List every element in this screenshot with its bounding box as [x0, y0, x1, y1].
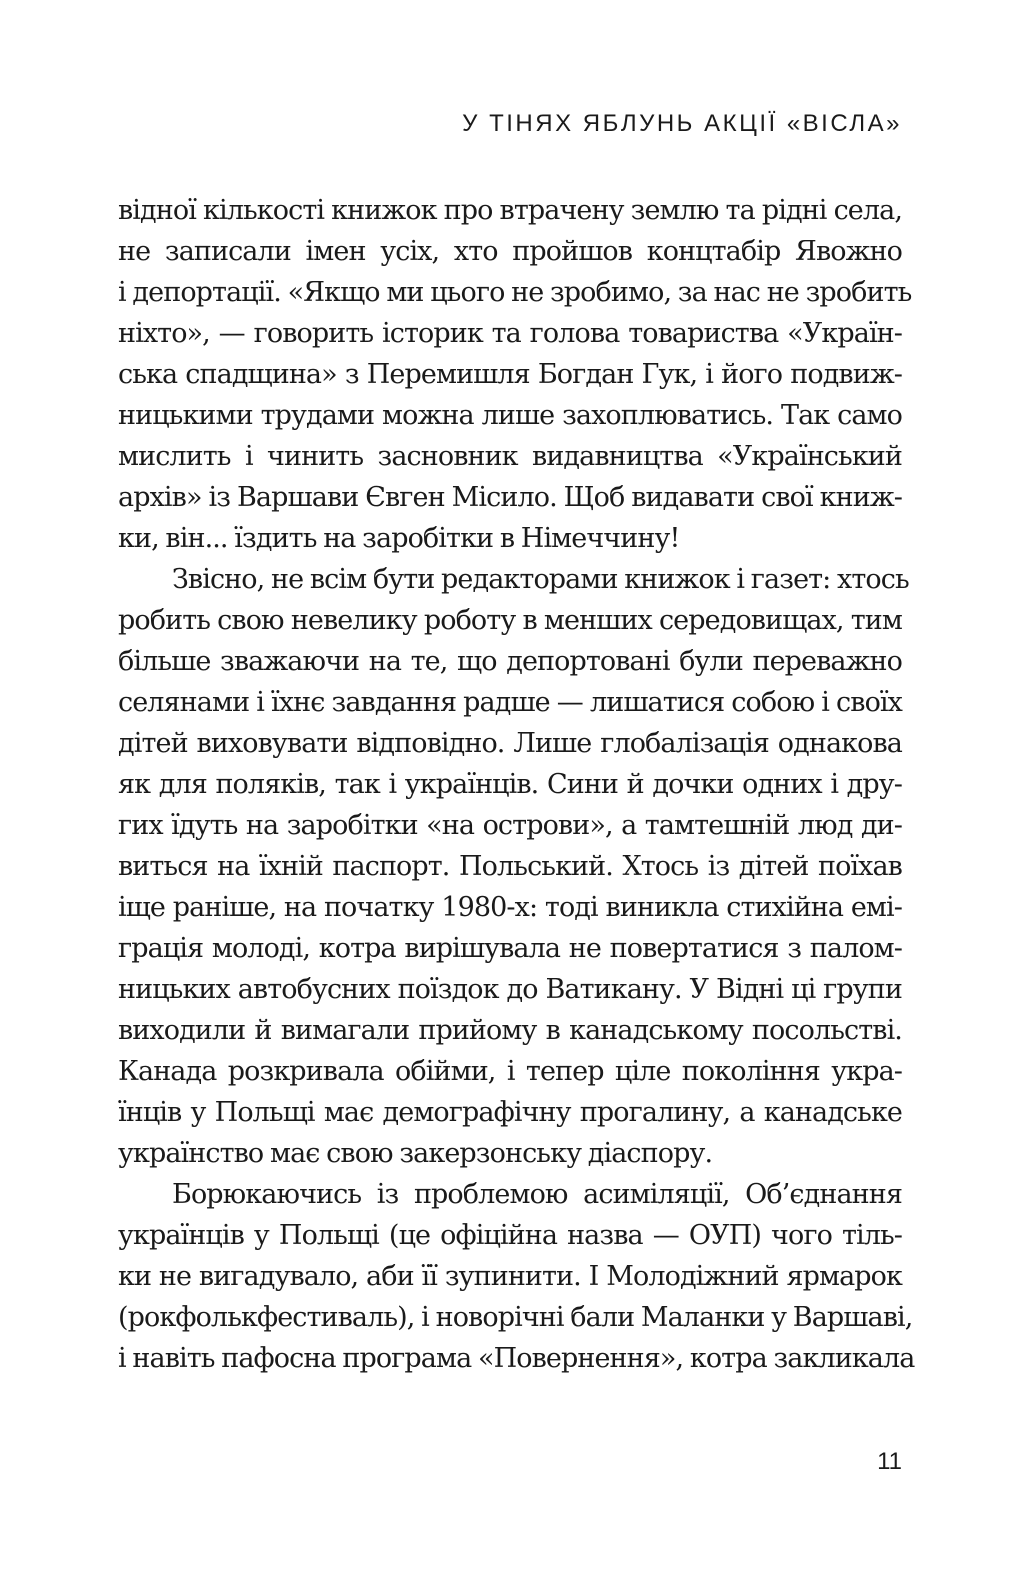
text-line: (рокфолькфестиваль), і новорічні бали Маланки у Варшаві, [118, 1302, 913, 1333]
text-line: виходили й вимагали прийому в канадському посольстві. [118, 1015, 902, 1046]
text-line: їнців у Польщі має демографічну прогалину, а канадське [118, 1097, 902, 1128]
text-line: ніхто», — говорить історик та голова товариства «Україн- [118, 318, 902, 349]
text-line: і депортації. «Якщо ми цього не зробимо, за нас не зробить [118, 277, 912, 308]
paragraph-start-line: Звісно, не всім бути редакторами книжок і газет: хтось [172, 564, 909, 595]
text-line: гих їдуть на заробітки «на острови», а тамтешній люд ди- [118, 810, 902, 841]
text-line: українство має свою закерзонську діаспору. [118, 1138, 713, 1169]
text-line: як для поляків, так і українців. Сини й дочки одних і дру- [118, 769, 902, 800]
text-line: більше зважаючи на те, що депортовані були переважно [118, 646, 902, 677]
text-line: селянами і їхнє завдання радше — лишатися собою і своїх [118, 687, 902, 718]
text-line: ницькими трудами можна лише захоплюватись. Так само [118, 400, 902, 431]
text-line: відної кількості книжок про втрачену землю та рідні села, [118, 195, 902, 226]
text-line: архів» із Варшави Євген Місило. Щоб видавати свої книж- [118, 482, 902, 513]
text-line: робить свою невелику роботу в менших середовищах, тим [118, 605, 902, 636]
text-line: не записали імен усіх, хто пройшов концтабір Явожно [118, 236, 902, 267]
text-line: ки не вигадувало, аби її зупинити. І Молодіжний ярмарок [118, 1261, 902, 1292]
text-line: грація молоді, котра вирішувала не повертатися з палом- [118, 933, 902, 964]
running-header: У ТІНЯХ ЯБЛУНЬ АКЦІЇ «ВІСЛА» [462, 110, 902, 137]
text-line: виться на їхній паспорт. Польський. Хтось із дітей поїхав [118, 851, 902, 882]
text-line: і навіть пафосна програма «Повернення», котра закликала [118, 1343, 915, 1374]
text-line: мислить і чинить засновник видавництва «Український [118, 441, 902, 472]
page-number: 11 [877, 1448, 902, 1475]
text-line: ська спадщина» з Перемишля Богдан Гук, і його подвиж- [118, 359, 902, 390]
paragraph-start-line: Борюкаючись із проблемою асиміляції, Об’єднання [172, 1179, 902, 1210]
text-line: дітей виховувати відповідно. Лише глобалізація однакова [118, 728, 902, 759]
text-line: Канада розкривала обійми, і тепер ціле покоління укра- [118, 1056, 902, 1087]
text-line: ки, він... їздить на заробітки в Німеччину! [118, 523, 680, 554]
text-line: іще раніше, на початку 1980-х: тоді виникла стихійна емі- [118, 892, 902, 923]
body-text [118, 190, 915, 1379]
text-line: українців у Польщі (це офіційна назва — ОУП) чого тіль- [118, 1220, 902, 1251]
text-line: ницьких автобусних поїздок до Ватикану. У Відні ці групи [118, 974, 902, 1005]
